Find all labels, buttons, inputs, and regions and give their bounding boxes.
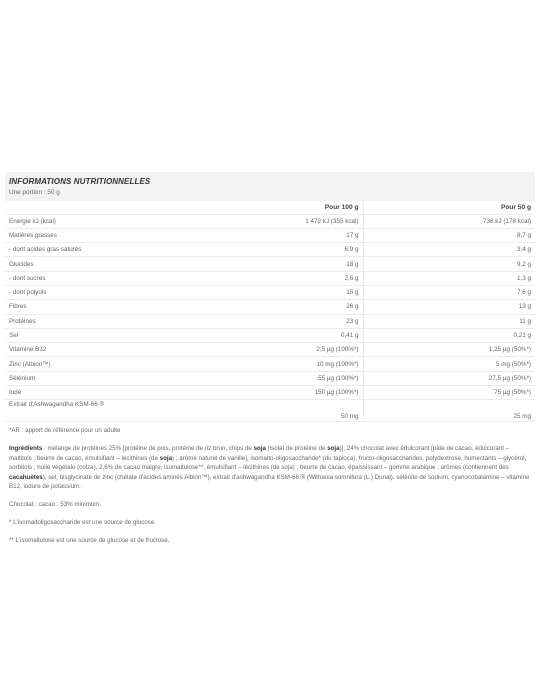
nutrition-panel [5,172,535,545]
nutrient-label: Iode [5,386,190,400]
table-row [5,300,535,314]
nutrient-label: Sélénium [5,371,190,385]
nutrition-table [5,201,535,422]
value-per100: 150 µg (100%*) [190,386,363,400]
ingredients-part: : mélange de protéines 25% [protéine de pois, protéine de riz brun, chips de [42,445,254,453]
portion-size: Une portion : 50 g [9,189,60,196]
table-row [5,386,535,400]
value-per50: 0,21 g [363,328,535,342]
value-per50: 8,7 g [363,228,535,242]
table-row [5,243,535,257]
value-per50: 1,3 g [363,271,535,285]
value-per50: 7,6 g [363,285,535,299]
value-per50: 75 µg (50%*) [363,386,535,400]
nutrient-label: Matières grasses [5,228,190,242]
value-per100: 6,9 g [190,243,363,257]
value-per100: 2,6 g [190,271,363,285]
nutrient-label: Zinc (Albion™) [5,357,190,371]
nutrient-label: Glucides [5,257,190,271]
nutrition-title: INFORMATIONS NUTRITIONNELLES [9,177,151,186]
value-per100: 1 472 kJ (355 kcal) [190,214,363,228]
value-per100: 50 mg [190,400,363,422]
value-per50: 27,5 µg (50%*) [363,371,535,385]
footnote-isomaltulose: ** L'isomaltulose est une source de glucose et de fructose. [9,537,170,545]
allergen-soja: soja [253,445,266,453]
header-cell-per100: Pour 100 g [190,201,363,214]
nutrient-label: - dont acides gras saturés [5,243,190,257]
ingredients-label: Ingrédients [9,445,43,453]
header-cell-label [5,201,190,214]
value-per100: 23 g [190,314,363,328]
table-row [5,357,535,371]
footnote-isomaltoligosaccharide: * L'isomaltoligosaccharide est une source de glucose. [9,519,157,527]
allergen-cacahuetes: cacahuètes [9,473,43,481]
table-row [5,328,535,342]
value-per50: 13 g [363,300,535,314]
value-per50: 1,25 µg (50%*) [363,343,535,357]
ingredients-part: ) ; arôme naturel de vanille], isomalto-oligosaccharide* (du tapioca), fructo-oligosaccharides, polydextrose, humectants – glycérol, sorbitols ; huile végétale (colza), 2,6% de cacao maigre, isomaltulose**, émulsifiant – lécithines (de [9,454,527,472]
value-per100: 2,5 µg (100%*) [190,343,363,357]
table-row [5,257,535,271]
table-row [5,343,535,357]
nutrient-label: Fibres [5,300,190,314]
chocolate-note: Chocolat : cacao : 53% minimum. [9,501,102,509]
header-cell-per50: Pour 50 g [363,201,535,214]
allergen-soja: soja [281,464,293,472]
value-per50: 11 g [363,314,535,328]
value-per100: 0,41 g [190,328,363,342]
nutrient-label: - dont polyols [5,285,190,299]
nutrient-label: Energie kJ (kcal) [5,214,190,228]
nutrient-label: Extrait d'Ashwagandha KSM-66 ® [5,400,190,422]
value-per100: 26 g [190,300,363,314]
nutrient-label: Sel [5,328,190,342]
ingredients-part: )], 24% chocolat avec édulcorant [pâte de cacao, édulcorant – maltitols ; beurre de cacao, émulsifiant – lécithines (de [9,445,510,462]
value-per50: 9,2 g [363,257,535,271]
ingredients-part: (isolat de protéine de [265,445,328,453]
value-per50: 5 mg (50%*) [363,357,535,371]
table-row [5,371,535,385]
table-row [5,400,535,422]
allergen-soja: soja [159,454,173,462]
value-per100: 55 µg (100%*) [190,371,363,385]
table-row [5,314,535,328]
nutrition-header [5,172,535,201]
value-per50: 25 mg [363,400,535,422]
ingredients-text [9,444,531,491]
table-row [5,285,535,299]
table-header-row [5,201,535,214]
notes-section [5,426,535,545]
nutrient-label: Protéines [5,314,190,328]
value-per100: 18 g [190,257,363,271]
nutrient-label: Vitamine B12 [5,343,190,357]
value-per100: 10 mg (100%*) [190,357,363,371]
value-per100: 15 g [190,285,363,299]
ingredients-part: ) ; beurre de cacao, épaississant – gomme arabique ; arômes (contiennent des [292,464,509,472]
ingredients-part: ), sel, bisglycinate de zinc (chélate d'acides aminés Albion™), extrait d'ashwagandha KSM-66 ® (Withania somnifera (L.) Dunal), sélénite de sodium, cyanocobalamine – vitamine B12, iodure de potassium. [9,473,530,490]
table-row [5,271,535,285]
reference-note: *AR : apport de référence pour un adulte [9,427,121,435]
value-per100: 17 g [190,228,363,242]
allergen-soja: soja [327,445,340,453]
table-row [5,228,535,242]
value-per50: 736 kJ (178 kcal) [363,214,535,228]
table-row [5,214,535,228]
nutrient-label: - dont sucres [5,271,190,285]
value-per50: 3,4 g [363,243,535,257]
